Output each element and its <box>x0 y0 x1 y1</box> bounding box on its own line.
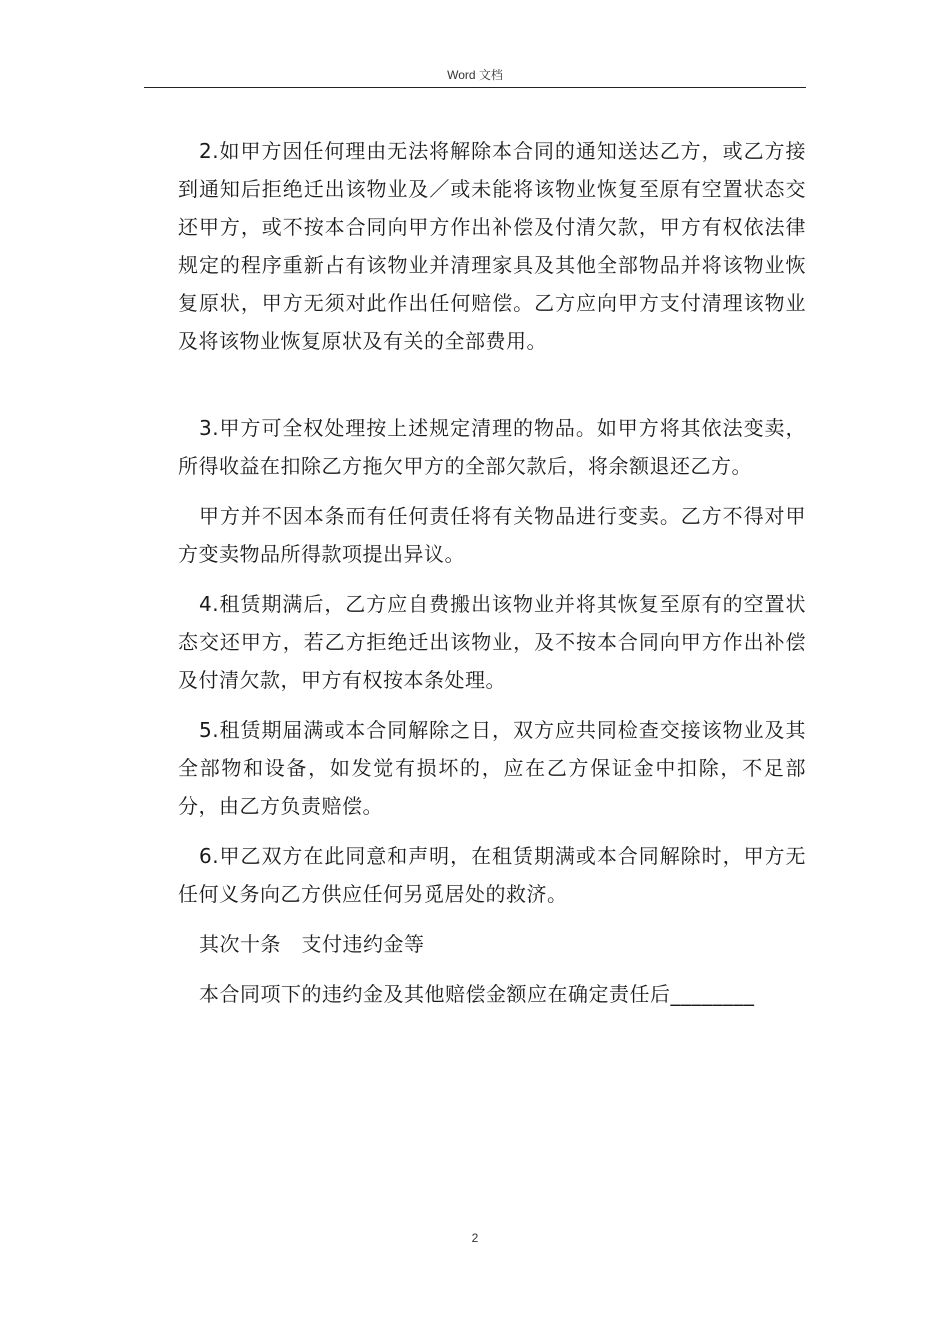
section-heading: 其次十条 支付违约金等 <box>199 932 425 956</box>
page-header-title: Word 文档 <box>447 68 503 82</box>
clause-6-paragraph: 6.甲乙双方在此同意和声明，在租赁期满或本合同解除时，甲方无任何义务向乙方供应任何另觅居处的救济。 <box>178 844 806 906</box>
clause-4-paragraph: 4.租赁期满后，乙方应自费搬出该物业并将其恢复至原有的空置状态交还甲方，若乙方拒绝迁出该物业，及不按本合同向甲方作出补偿及付清欠款，甲方有权按本条处理。 <box>178 592 806 692</box>
header-divider <box>144 87 806 88</box>
document-body <box>178 132 806 1025</box>
clause-3-paragraph: 3.甲方可全权处理按上述规定清理的物品。如甲方将其依法变卖，所得收益在扣除乙方拖欠甲方的全部欠款后，将余额退还乙方。 <box>178 416 806 478</box>
penalty-paragraph: 本合同项下的违约金及其他赔偿金额应在确定责任后________ <box>199 982 755 1006</box>
clause-3-note-paragraph: 甲方并不因本条而有任何责任将有关物品进行变卖。乙方不得对甲方变卖物品所得款项提出异议。 <box>178 504 806 566</box>
page-number: 2 <box>471 1231 479 1245</box>
clause-5-paragraph: 5.租赁期届满或本合同解除之日，双方应共同检查交接该物业及其全部物和设备，如发觉有损坏的，应在乙方保证金中扣除，不足部分，由乙方负责赔偿。 <box>178 718 806 818</box>
clause-2-paragraph: 2.如甲方因任何理由无法将解除本合同的通知送达乙方，或乙方接到通知后拒绝迁出该物业及／或未能将该物业恢复至原有空置状态交还甲方，或不按本合同向甲方作出补偿及付清欠款，甲方有权依法律规定的程序重新占有该物业并清理家具及其他全部物品并将该物业恢复原状，甲方无须对此作出任何赔偿。乙方应向甲方支付清理该物业及将该物业恢复原状及有关的全部费用。 <box>178 139 806 353</box>
